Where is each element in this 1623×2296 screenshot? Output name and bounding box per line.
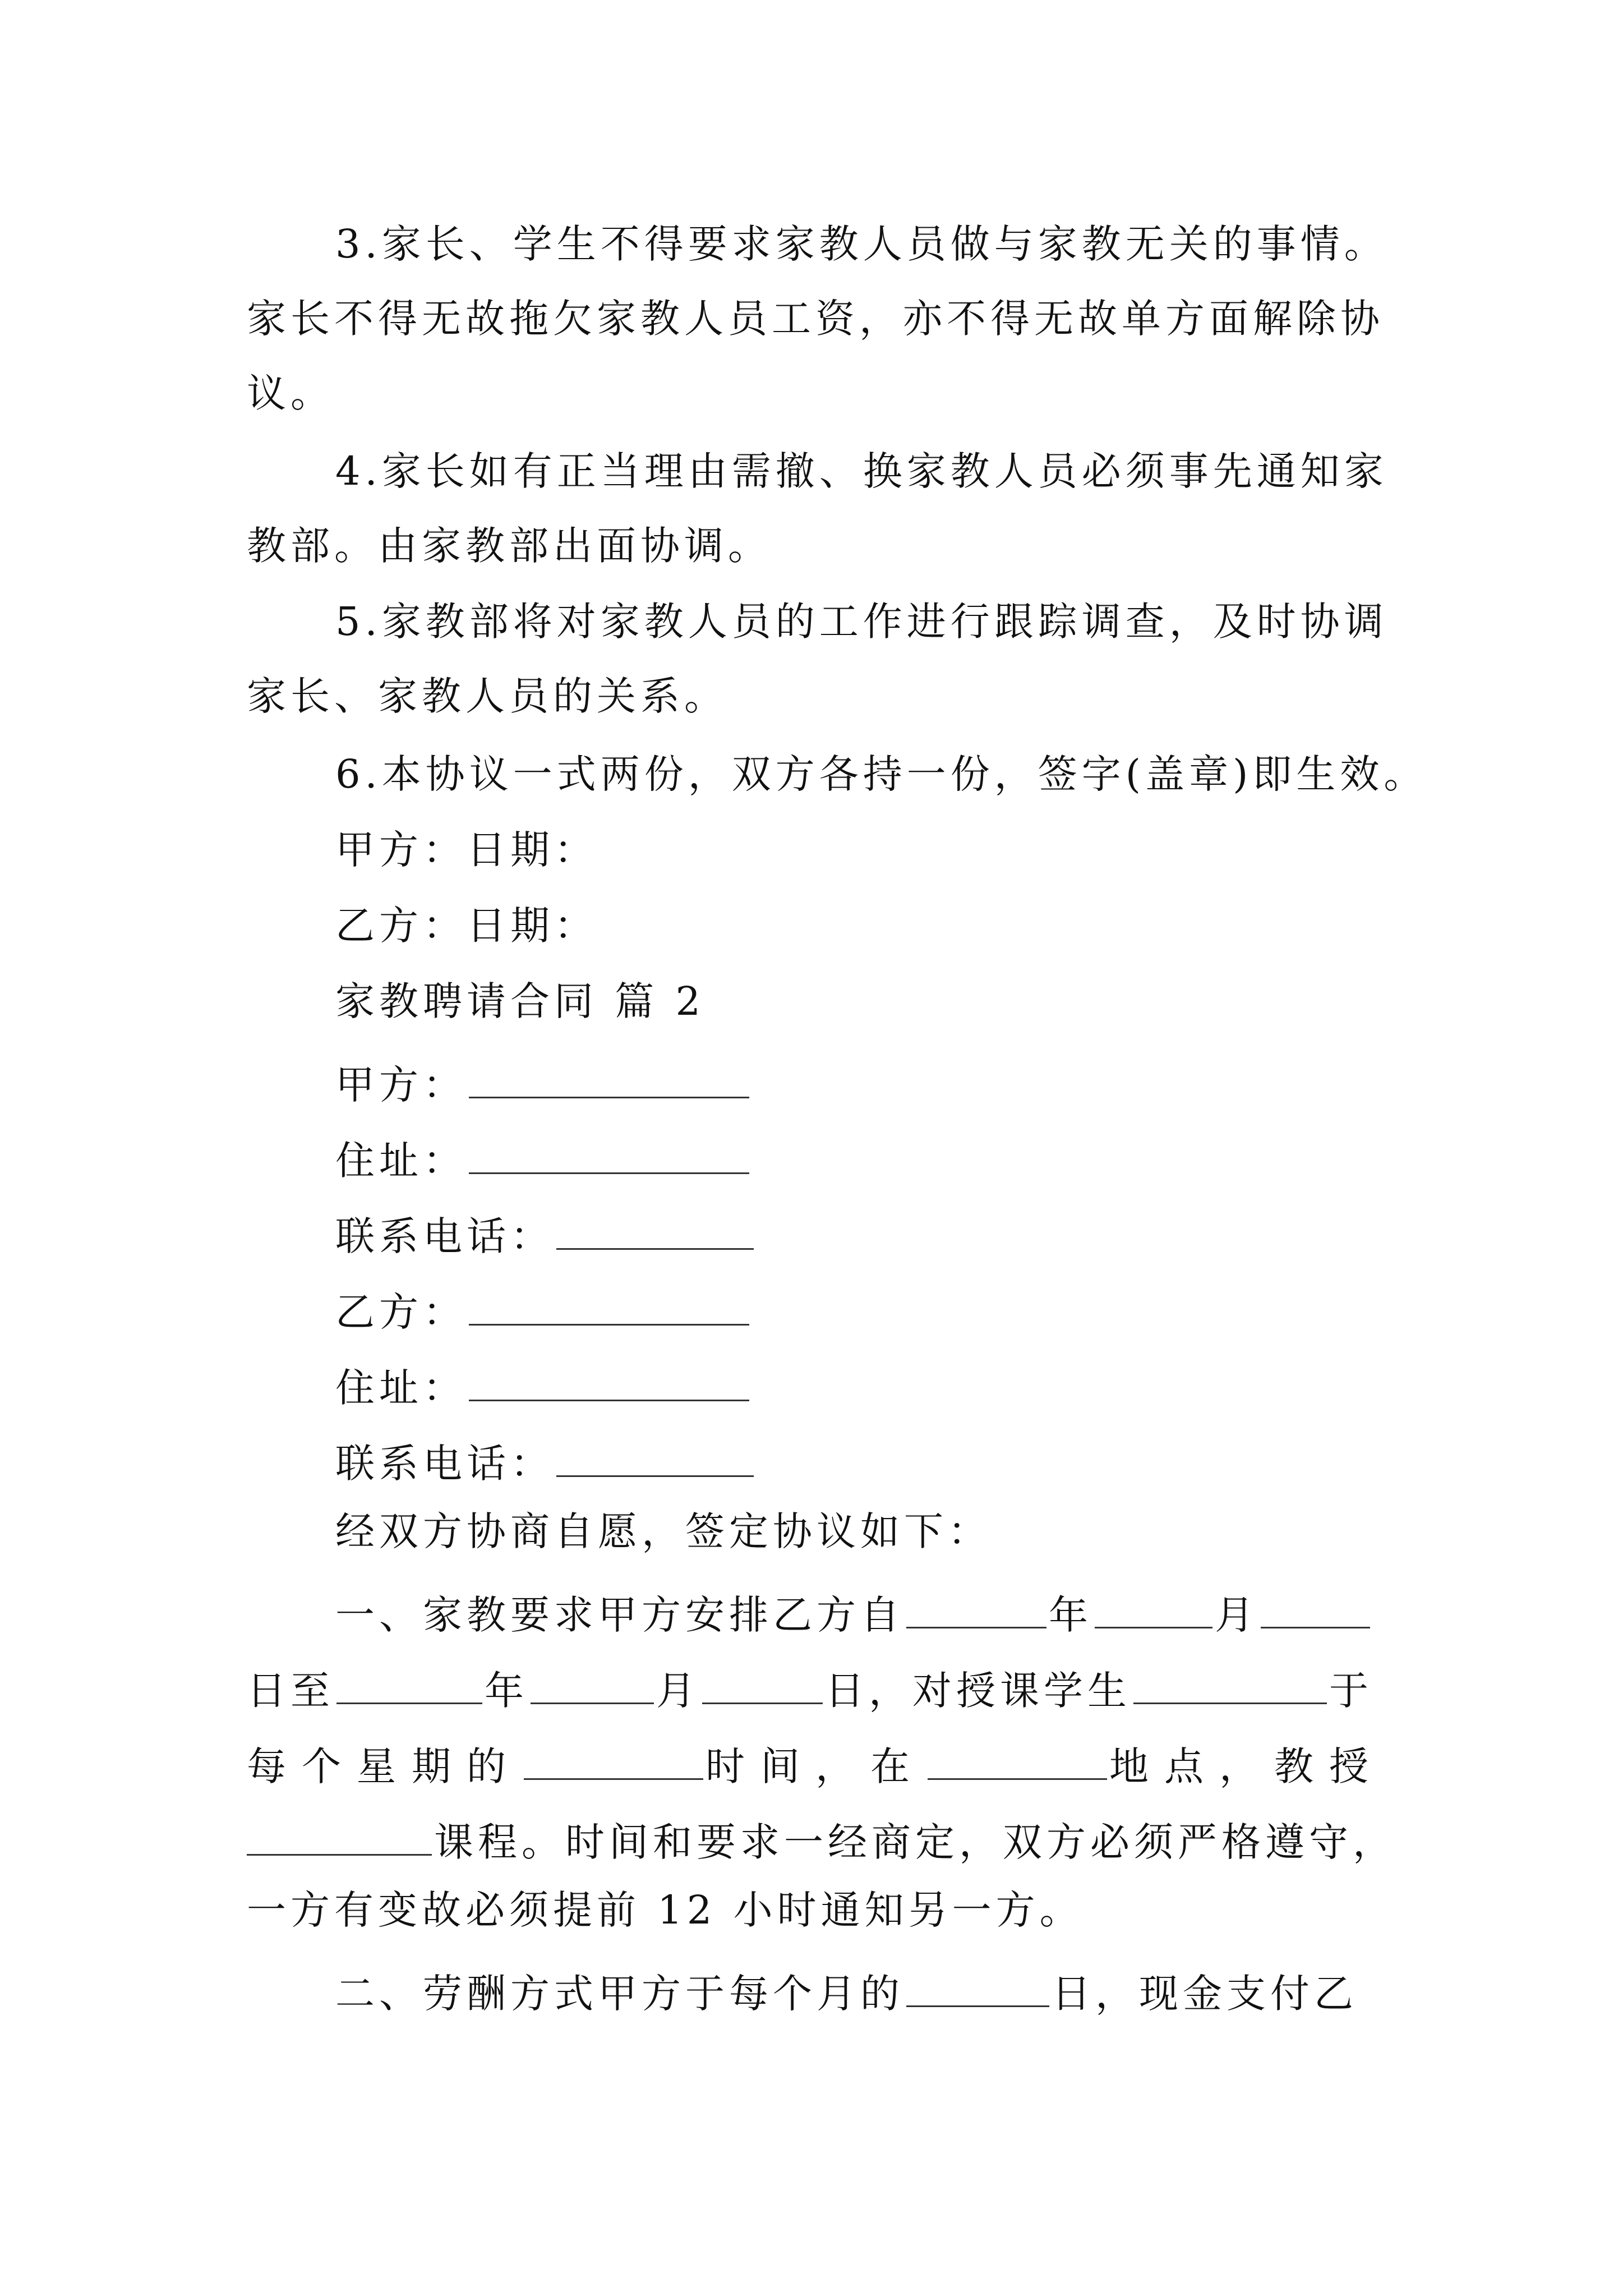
clause-1-line-2 — [247, 1663, 1373, 1714]
party-b-label: 乙方： — [335, 1289, 467, 1335]
item-5-line-1: 5.家教部将对家教人员的工作进行跟踪调查，及时协调 — [335, 599, 1388, 645]
party-b-address-row — [335, 1360, 751, 1411]
agreement-intro: 经双方协商自愿，签定协议如下： — [335, 1508, 992, 1554]
end-day-blank — [702, 1663, 823, 1704]
party-a-label: 甲方： — [335, 1062, 467, 1108]
party-b-address-label: 住址： — [335, 1365, 467, 1411]
clause-1-line-5: 一方有变故必须提前 12 小时通知另一方。 — [247, 1887, 1083, 1933]
clause-1-text: 一、家教要求甲方安排乙方自 — [335, 1592, 904, 1638]
clause-1-line-1 — [335, 1588, 1372, 1638]
party-a-phone-blank — [556, 1209, 754, 1250]
end-month-blank — [531, 1663, 654, 1704]
student-label: 日，对授课学生 — [825, 1668, 1131, 1714]
signature-yi: 乙方：日期： — [335, 903, 598, 949]
time-label: 时间，在 — [706, 1743, 925, 1789]
clause-2-line-1 — [335, 1966, 1358, 2017]
party-a-phone-label: 联系电话： — [335, 1213, 554, 1259]
course-blank — [247, 1815, 432, 1856]
section-title: 家教聘请合同 篇 2 — [335, 978, 706, 1024]
weekday-label: 每个星期的 — [247, 1743, 522, 1789]
yu-label: 于 — [1329, 1668, 1373, 1714]
student-blank — [1133, 1663, 1327, 1704]
party-b-phone-blank — [556, 1436, 754, 1477]
clause-1-line-3 — [247, 1739, 1384, 1789]
start-year-blank — [906, 1588, 1046, 1628]
month-label: 月 — [1215, 1592, 1258, 1638]
year-label: 年 — [485, 1668, 528, 1714]
party-b-row — [335, 1285, 751, 1335]
item-6-line-1: 6.本协议一式两份，双方各持一份，签字(盖章)即生效。 — [335, 751, 1428, 797]
place-blank — [928, 1739, 1107, 1780]
party-b-phone-row — [335, 1436, 756, 1487]
pay-method-label: 日，现金支付乙 — [1052, 1971, 1358, 2017]
signature-jia: 甲方：日期： — [335, 827, 598, 873]
party-b-blank — [469, 1285, 749, 1326]
clause-1-line-4 — [247, 1815, 1396, 1865]
party-a-row — [335, 1057, 751, 1108]
start-month-blank — [1095, 1588, 1212, 1628]
day-to-label: 日至 — [247, 1668, 334, 1714]
item-3-line-2: 家长不得无故拖欠家教人员工资，亦不得无故单方面解除协 — [247, 296, 1384, 342]
year-label: 年 — [1049, 1592, 1092, 1638]
item-4-line-1: 4.家长如有正当理由需撤、换家教人员必须事先通知家 — [335, 448, 1388, 494]
item-3-line-3: 议。 — [247, 370, 334, 416]
item-5-line-2: 家长、家教人员的关系。 — [247, 673, 728, 719]
month-label: 月 — [656, 1668, 700, 1714]
course-label: 课程。时间和要求一经商定，双方必须严格遵守， — [434, 1819, 1396, 1865]
place-label: 地点，教授 — [1109, 1743, 1384, 1789]
party-a-phone-row — [335, 1209, 756, 1259]
party-a-address-row — [335, 1133, 751, 1184]
time-blank — [524, 1739, 703, 1780]
clause-2-text: 二、劳酬方式甲方于每个月的 — [335, 1971, 904, 2017]
party-a-blank — [469, 1057, 749, 1098]
party-a-address-label: 住址： — [335, 1138, 467, 1184]
party-a-address-blank — [469, 1133, 749, 1174]
party-b-address-blank — [469, 1360, 749, 1401]
party-b-phone-label: 联系电话： — [335, 1441, 554, 1487]
pay-day-blank — [906, 1966, 1049, 2007]
start-day-blank — [1261, 1588, 1370, 1628]
item-3-line-1: 3.家长、学生不得要求家教人员做与家教无关的事情。 — [335, 221, 1388, 267]
end-year-blank — [336, 1663, 482, 1704]
item-4-line-2: 教部。由家教部出面协调。 — [247, 523, 772, 569]
